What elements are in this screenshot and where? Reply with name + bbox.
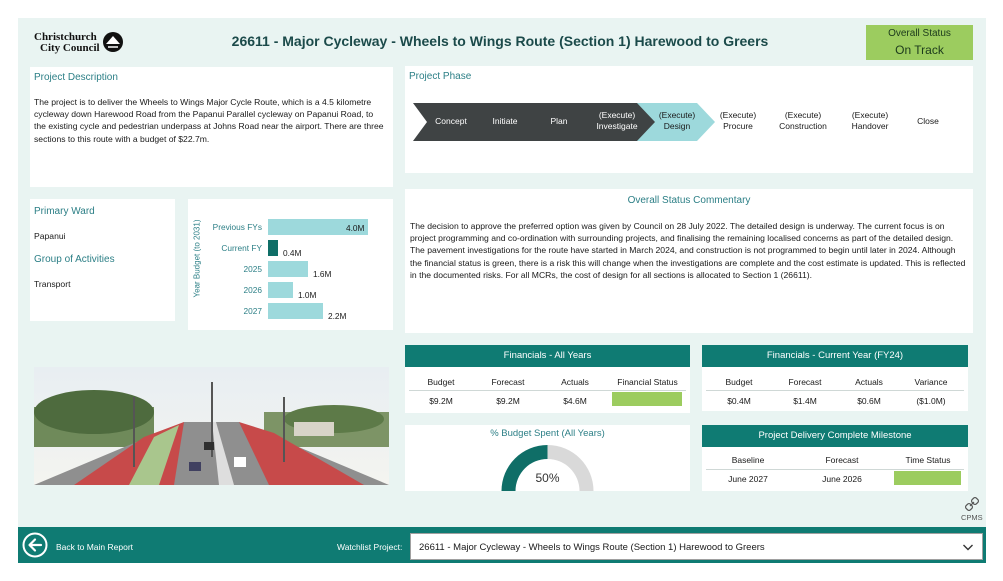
bar-category-label: Previous FYs (212, 222, 262, 232)
project-description-text: The project is to deliver the Wheels to Wings Major Cycle Route, which is a 4.5 kilometre cycleway down Harewood Road from the Papanui Parallel cycleway on Papanui Road, to the existing cycle and pedestrian underpass at Johns Road near the airport. There are three sections to this route with a budget of $22.7m. (34, 97, 384, 144)
financials-current-card (702, 345, 968, 411)
overall-status-value: On Track (895, 43, 944, 57)
fin-all-col-status: Financial Status (617, 377, 678, 387)
budget-spent-title: % Budget Spent (All Years) (490, 428, 605, 439)
milestone-divider (706, 469, 964, 470)
phase-step-line1: Initiate (492, 116, 518, 126)
back-arrow-icon (22, 532, 48, 558)
logo-line1: Christchurch (34, 31, 97, 43)
phase-step-line2: Procure (723, 121, 753, 131)
watchlist-project-select[interactable] (410, 533, 983, 560)
phase-step-3 (527, 116, 591, 127)
phase-step-line2: Construction (779, 121, 827, 131)
council-logo (34, 30, 129, 56)
bar-value-label: 1.6M (313, 269, 332, 279)
overall-status-label: Overall Status (888, 28, 951, 39)
financials-all-card (405, 345, 690, 413)
status-commentary-card (405, 189, 973, 333)
fin-all-val-budget: $9.2M (429, 396, 453, 406)
financial-status-indicator (612, 392, 682, 406)
fin-all-divider (409, 390, 686, 391)
back-button[interactable] (22, 532, 48, 558)
budget-spent-card (405, 425, 690, 491)
project-phase-label: Project Phase (409, 71, 472, 82)
phase-step-line1: (Execute) (851, 110, 889, 120)
milestone-col-time-status: Time Status (905, 455, 951, 465)
phase-step-line1: (Execute) (598, 110, 636, 120)
phase-step-7 (771, 110, 835, 132)
chevron-down-icon (962, 541, 974, 553)
phase-step-line2: Investigate (596, 121, 638, 131)
page-title: 26611 - Major Cycleway - Wheels to Wings Route (Section 1) Harewood to Greers (231, 33, 769, 49)
project-phase-card (405, 66, 973, 173)
budget-bar[interactable] (268, 261, 308, 277)
project-description-label: Project Description (34, 72, 118, 83)
milestone-card (702, 425, 968, 491)
phase-step-6 (706, 110, 770, 132)
bar-value-label: 2.2M (328, 311, 347, 321)
financials-current-title: Financials - Current Year (FY24) (702, 345, 968, 367)
watchlist-label: Watchlist Project: (337, 542, 403, 552)
fin-all-val-forecast: $9.2M (496, 396, 520, 406)
phase-step-line1: Concept (435, 116, 467, 126)
bar-category-label: 2026 (243, 285, 262, 295)
milestone-title: Project Delivery Complete Milestone (702, 425, 968, 447)
status-commentary-label: Overall Status Commentary (627, 195, 751, 206)
phase-step-line1: (Execute) (658, 110, 696, 120)
watchlist-selected-value: 26611 - Major Cycleway - Wheels to Wings Route (Section 1) Harewood to Greers (419, 542, 765, 553)
milestone-val-baseline: June 2027 (728, 474, 768, 484)
project-description-card (30, 67, 393, 187)
time-status-indicator (894, 471, 961, 485)
phase-step-line2: Design (663, 121, 691, 131)
fin-cur-col-budget: Budget (725, 377, 753, 387)
milestone-col-baseline: Baseline (731, 455, 765, 465)
back-to-main-report-link[interactable]: Back to Main Report (56, 542, 134, 552)
cycleway-illustration (34, 367, 389, 485)
bar-value-label: 0.4M (283, 248, 302, 258)
link-icon (965, 497, 979, 511)
budget-spent-value: 50% (535, 471, 560, 485)
fin-cur-col-actuals: Actuals (855, 377, 883, 387)
bar-category-label: 2027 (243, 306, 262, 316)
fin-cur-val-forecast: $1.4M (793, 396, 817, 406)
fin-cur-col-variance: Variance (914, 377, 948, 387)
council-emblem-icon (102, 31, 124, 53)
overall-status-badge (866, 25, 973, 60)
phase-step-line1: Plan (550, 116, 568, 126)
fin-all-col-budget: Budget (427, 377, 455, 387)
budget-bar[interactable] (268, 303, 323, 319)
phase-step-4 (585, 110, 649, 132)
fin-cur-val-variance: ($1.0M) (916, 396, 946, 406)
financials-all-title: Financials - All Years (405, 345, 690, 367)
bar-value-label: 4.0M (346, 223, 365, 233)
milestone-val-forecast: June 2026 (822, 474, 862, 484)
primary-ward-value: Papanui (34, 231, 66, 241)
phase-step-line1: (Execute) (719, 110, 757, 120)
bar-category-label: 2025 (243, 264, 262, 274)
bar-category-label: Current FY (221, 243, 262, 253)
fin-all-val-actuals: $4.6M (563, 396, 587, 406)
phase-step-line1: (Execute) (784, 110, 822, 120)
logo-line2: City Council (40, 42, 100, 54)
phase-step-5 (645, 110, 709, 132)
fin-cur-col-forecast: Forecast (788, 377, 822, 387)
phase-step-9 (896, 116, 960, 127)
phase-step-line2: Handover (851, 121, 889, 131)
fin-cur-val-actuals: $0.6M (857, 396, 881, 406)
group-activities-label: Group of Activities (34, 254, 115, 265)
fin-cur-divider (706, 390, 964, 391)
bar-value-label: 1.0M (298, 290, 317, 300)
ward-card (30, 199, 175, 321)
phase-step-8 (838, 110, 902, 132)
fin-all-col-actuals: Actuals (561, 377, 589, 387)
status-commentary-text: The decision to approve the preferred option was given by Council on 28 July 2022. The detailed design is underway. The current focus is on project programming and co-ordination with surrounding projects, and finalising the remaining localised concerns as part of the detailed design. The pavement investigations for the route have started in March 2024, and construction is not programmed to begin until later in 2024. Although the financial status is green, there is a risk this will change when the investigations are complete and the cost estimate is updated. This is reflected in the documented risks. For all MCRs, the cost of design for all sections is allocated to Section 1 (26611). (410, 221, 966, 280)
budget-bar[interactable] (268, 282, 293, 298)
budget-bar[interactable] (268, 240, 278, 256)
primary-ward-label: Primary Ward (34, 206, 95, 217)
group-activities-value: Transport (34, 279, 71, 289)
fin-cur-val-budget: $0.4M (727, 396, 751, 406)
chart-ylabel: Year Budget (to 2031) (192, 219, 202, 298)
fin-all-col-forecast: Forecast (491, 377, 525, 387)
phase-step-line1: Close (917, 116, 939, 126)
cpms-label: CPMS (961, 513, 983, 522)
project-render-image (34, 367, 389, 485)
milestone-col-forecast: Forecast (825, 455, 859, 465)
year-budget-chart-card (188, 199, 393, 330)
